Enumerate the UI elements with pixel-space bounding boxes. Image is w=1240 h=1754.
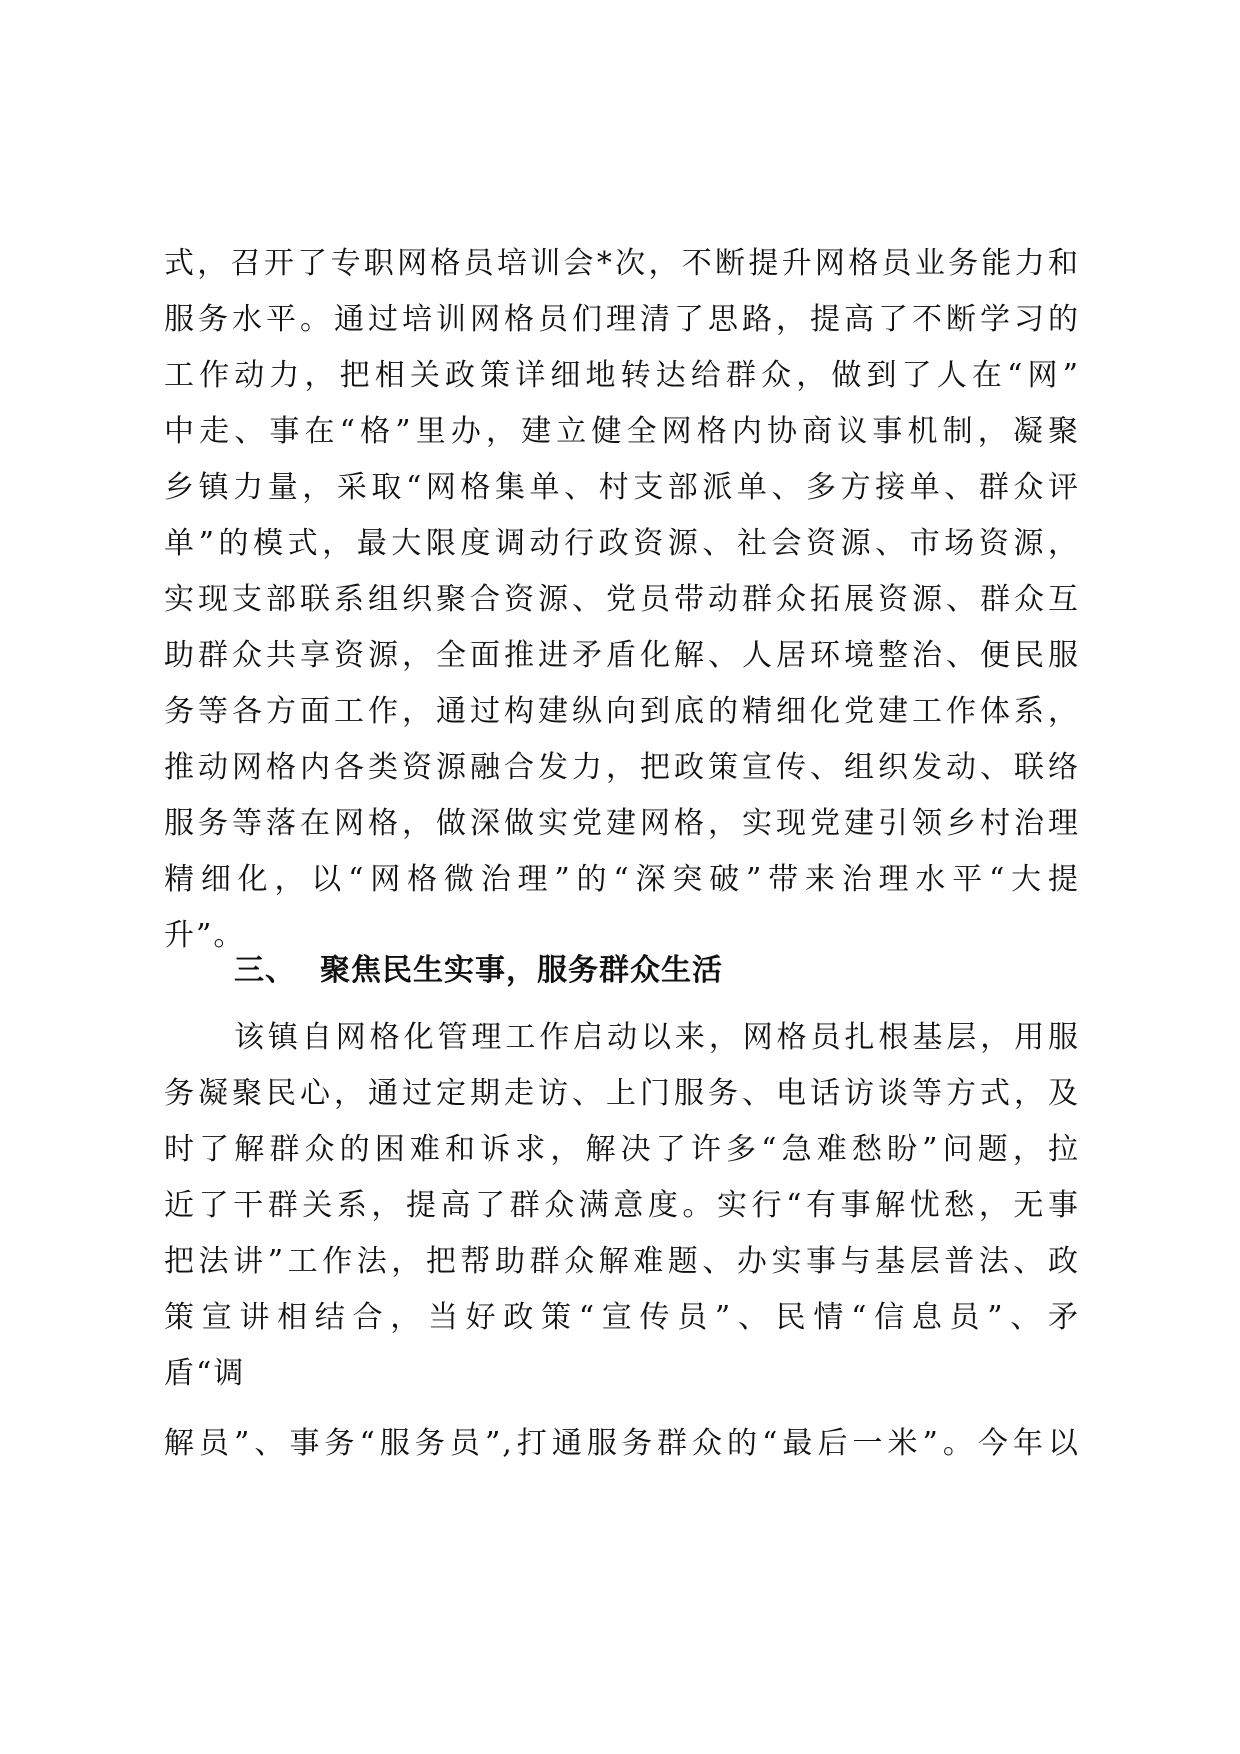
section-heading-number: 三、 xyxy=(234,953,296,988)
paragraph-2-line: 务凝聚民心，通过定期走访、上门服务、电话访谈等方式，及 xyxy=(164,1076,1080,1111)
paragraph-1 xyxy=(164,236,1080,964)
paragraph-2-line: 近了干群关系，提高了群众满意度。实行“有事解忧愁，无事 xyxy=(164,1188,1080,1223)
paragraph-1-line: 服务等落在网格，做深做实党建网格，实现党建引领乡村治理 xyxy=(164,806,1080,841)
paragraph-1-line: 乡镇力量，采取“网格集单、村支部派单、多方接单、群众评 xyxy=(164,470,1080,505)
paragraph-1-line: 单”的模式，最大限度调动行政资源、社会资源、市场资源， xyxy=(164,526,1080,561)
paragraph-1-line: 精细化，以“网格微治理”的“深突破”带来治理水平“大提 xyxy=(164,862,1080,897)
paragraph-1-line: 升”。 xyxy=(164,918,246,953)
paragraph-1-line: 工作动力，把相关政策详细地转达给群众，做到了人在“网” xyxy=(164,358,1080,393)
paragraph-1-line: 式，召开了专职网格员培训会*次，不断提升网格员业务能力和 xyxy=(164,246,1080,281)
paragraph-2-line: 策宣讲相结合，当好政策“宣传员”、民情“信息员”、矛 xyxy=(164,1300,1080,1335)
paragraph-1-line: 务等各方面工作，通过构建纵向到底的精细化党建工作体系， xyxy=(164,694,1080,729)
paragraph-1-line: 推动网格内各类资源融合发力，把政策宣传、组织发动、联络 xyxy=(164,750,1080,785)
paragraph-2-line: 该镇自网格化管理工作启动以来，网格员扎根基层，用服 xyxy=(234,1020,1080,1055)
section-heading-title: 聚焦民生实事，服务群众生活 xyxy=(320,953,723,988)
paragraph-1-line: 服务水平。通过培训网格员们理清了思路，提高了不断学习的 xyxy=(164,302,1080,337)
paragraph-1-line: 实现支部联系组织聚合资源、党员带动群众拓展资源、群众互 xyxy=(164,582,1080,617)
paragraph-2-line: 解员”、事务“服务员”,打通服务群众的“最后一米”。今年以 xyxy=(164,1426,1080,1461)
paragraph-1-line: 中走、事在“格”里办，建立健全网格内协商议事机制，凝聚 xyxy=(164,414,1080,449)
paragraph-2-line: 时了解群众的困难和诉求，解决了许多“急难愁盼”问题，拉 xyxy=(164,1132,1080,1167)
paragraph-2-line: 把法讲”工作法，把帮助群众解难题、办实事与基层普法、政 xyxy=(164,1244,1080,1279)
section-heading-3 xyxy=(164,943,1080,999)
paragraph-2-line: 盾“调 xyxy=(164,1356,246,1391)
paragraph-1-line: 助群众共享资源，全面推进矛盾化解、人居环境整治、便民服 xyxy=(164,638,1080,673)
paragraph-2 xyxy=(164,1010,1080,1472)
